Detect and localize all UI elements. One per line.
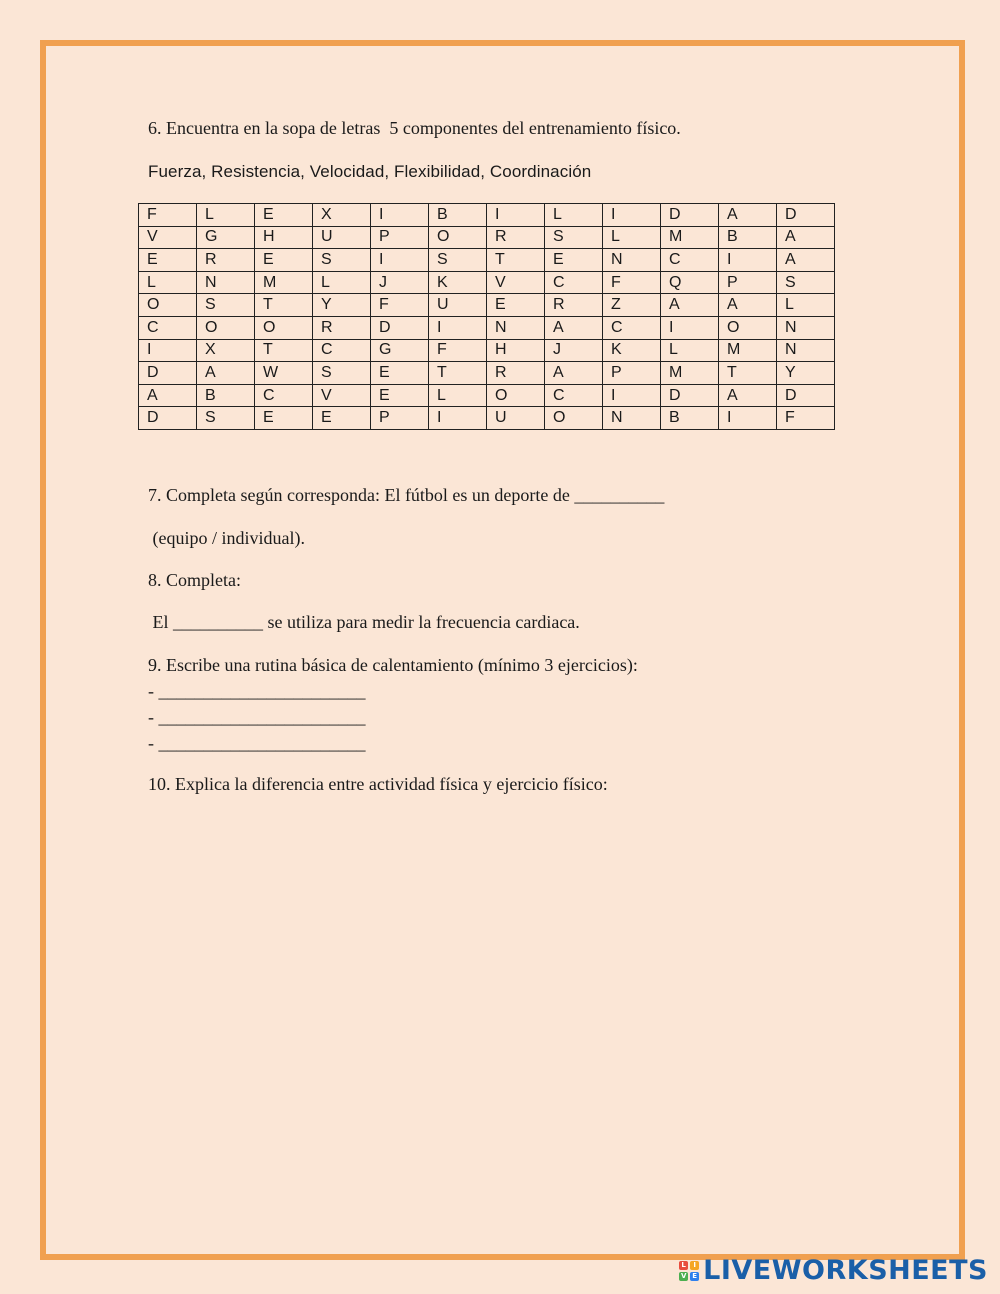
grid-cell[interactable]: T <box>487 249 545 272</box>
question-10-title: 10. Explica la diferencia entre actividad física y ejercicio físico: <box>148 774 608 794</box>
grid-cell[interactable]: I <box>487 204 545 227</box>
grid-cell[interactable]: O <box>719 316 777 339</box>
answer-blank[interactable]: - _______________________ <box>148 707 366 727</box>
grid-cell[interactable]: D <box>661 204 719 227</box>
grid-cell[interactable]: I <box>661 316 719 339</box>
grid-cell[interactable]: T <box>429 362 487 385</box>
grid-cell[interactable]: P <box>603 362 661 385</box>
grid-cell[interactable]: Y <box>313 294 371 317</box>
grid-cell[interactable]: L <box>313 271 371 294</box>
grid-cell[interactable]: I <box>603 204 661 227</box>
grid-cell[interactable]: P <box>719 271 777 294</box>
grid-cell[interactable]: A <box>545 362 603 385</box>
grid-cell[interactable]: A <box>777 249 835 272</box>
grid-cell[interactable]: L <box>661 339 719 362</box>
grid-cell[interactable]: M <box>255 271 313 294</box>
grid-cell[interactable]: A <box>197 362 255 385</box>
grid-cell[interactable]: X <box>197 339 255 362</box>
grid-row <box>139 384 835 407</box>
grid-cell[interactable]: M <box>661 226 719 249</box>
grid-cell[interactable]: Q <box>661 271 719 294</box>
grid-cell[interactable]: N <box>603 249 661 272</box>
grid-cell[interactable]: Z <box>603 294 661 317</box>
question-9-title: 9. Escribe una rutina básica de calentamiento (mínimo 3 ejercicios): <box>148 655 638 675</box>
grid-cell[interactable]: E <box>371 384 429 407</box>
grid-cell[interactable]: L <box>545 204 603 227</box>
grid-cell[interactable]: S <box>313 362 371 385</box>
grid-row <box>139 407 835 430</box>
liveworksheets-logo <box>679 1255 988 1286</box>
grid-cell[interactable]: L <box>603 226 661 249</box>
grid-cell[interactable]: D <box>371 316 429 339</box>
grid-cell[interactable]: R <box>545 294 603 317</box>
grid-cell[interactable]: O <box>429 226 487 249</box>
grid-cell[interactable]: Y <box>777 362 835 385</box>
grid-cell[interactable]: L <box>777 294 835 317</box>
grid-cell[interactable]: C <box>139 316 197 339</box>
grid-cell[interactable]: P <box>371 226 429 249</box>
grid-cell[interactable]: A <box>139 384 197 407</box>
grid-cell[interactable]: I <box>603 384 661 407</box>
question-8-text: El __________ se utiliza para medir la frecuencia cardiaca. <box>148 612 580 632</box>
grid-row <box>139 249 835 272</box>
grid-cell[interactable]: I <box>139 339 197 362</box>
question-7-text: 7. Completa según corresponda: El fútbol es un deporte de __________ <box>148 485 665 505</box>
grid-row <box>139 271 835 294</box>
grid-cell[interactable]: M <box>661 362 719 385</box>
grid-cell[interactable]: E <box>255 249 313 272</box>
grid-cell[interactable]: K <box>429 271 487 294</box>
grid-cell[interactable]: D <box>661 384 719 407</box>
grid-cell[interactable]: U <box>487 407 545 430</box>
grid-cell[interactable]: R <box>487 226 545 249</box>
grid-cell[interactable]: S <box>777 271 835 294</box>
grid-cell[interactable]: K <box>603 339 661 362</box>
grid-cell[interactable]: O <box>487 384 545 407</box>
grid-row <box>139 204 835 227</box>
grid-cell[interactable]: N <box>197 271 255 294</box>
grid-cell[interactable]: C <box>545 271 603 294</box>
grid-cell[interactable]: N <box>777 339 835 362</box>
grid-cell[interactable]: S <box>313 249 371 272</box>
grid-cell[interactable]: O <box>139 294 197 317</box>
grid-cell[interactable]: U <box>313 226 371 249</box>
grid-cell[interactable]: E <box>255 204 313 227</box>
grid-cell[interactable]: A <box>719 294 777 317</box>
grid-row <box>139 362 835 385</box>
grid-cell[interactable]: E <box>255 407 313 430</box>
grid-cell[interactable]: J <box>545 339 603 362</box>
grid-cell[interactable]: V <box>313 384 371 407</box>
grid-cell[interactable]: B <box>429 204 487 227</box>
grid-cell[interactable]: F <box>777 407 835 430</box>
grid-cell[interactable]: A <box>777 226 835 249</box>
question-6-title: 6. Encuentra en la sopa de letras 5 componentes del entrenamiento físico. <box>148 118 681 138</box>
grid-cell[interactable]: E <box>371 362 429 385</box>
grid-cell[interactable]: T <box>255 339 313 362</box>
grid-row <box>139 316 835 339</box>
grid-cell[interactable]: A <box>719 384 777 407</box>
grid-cell[interactable]: I <box>719 407 777 430</box>
grid-cell[interactable]: M <box>719 339 777 362</box>
grid-cell[interactable]: R <box>313 316 371 339</box>
grid-cell[interactable]: T <box>255 294 313 317</box>
grid-cell[interactable]: I <box>429 407 487 430</box>
grid-cell[interactable]: X <box>313 204 371 227</box>
grid-cell[interactable]: I <box>371 249 429 272</box>
grid-cell[interactable]: B <box>719 226 777 249</box>
grid-cell[interactable]: D <box>139 407 197 430</box>
grid-cell[interactable]: F <box>139 204 197 227</box>
grid-cell[interactable]: S <box>197 407 255 430</box>
grid-cell[interactable]: R <box>197 249 255 272</box>
grid-cell[interactable]: N <box>603 407 661 430</box>
grid-cell[interactable]: L <box>429 384 487 407</box>
grid-cell[interactable]: C <box>603 316 661 339</box>
grid-cell[interactable]: R <box>487 362 545 385</box>
grid-cell[interactable]: D <box>777 204 835 227</box>
grid-cell[interactable]: L <box>139 271 197 294</box>
grid-cell[interactable]: F <box>371 294 429 317</box>
grid-cell[interactable]: B <box>197 384 255 407</box>
grid-row <box>139 294 835 317</box>
grid-cell[interactable]: H <box>255 226 313 249</box>
grid-cell[interactable]: S <box>429 249 487 272</box>
grid-cell[interactable]: E <box>545 249 603 272</box>
grid-cell[interactable]: A <box>661 294 719 317</box>
grid-cell[interactable]: S <box>197 294 255 317</box>
grid-cell[interactable]: W <box>255 362 313 385</box>
grid-cell[interactable]: E <box>313 407 371 430</box>
grid-row <box>139 339 835 362</box>
grid-cell[interactable]: G <box>371 339 429 362</box>
grid-cell[interactable]: N <box>777 316 835 339</box>
grid-cell[interactable]: O <box>545 407 603 430</box>
grid-cell[interactable]: I <box>719 249 777 272</box>
grid-cell[interactable]: O <box>255 316 313 339</box>
grid-cell[interactable]: O <box>197 316 255 339</box>
grid-cell[interactable]: L <box>197 204 255 227</box>
grid-cell[interactable]: N <box>487 316 545 339</box>
grid-cell[interactable]: I <box>371 204 429 227</box>
grid-cell[interactable]: E <box>139 249 197 272</box>
logo-mark-icon: L I V E <box>679 1261 699 1281</box>
brand-name: LIVEWORKSHEETS <box>703 1255 988 1286</box>
grid-cell[interactable]: B <box>661 407 719 430</box>
grid-cell[interactable]: A <box>719 204 777 227</box>
grid-cell[interactable]: J <box>371 271 429 294</box>
grid-cell[interactable]: D <box>777 384 835 407</box>
grid-cell[interactable]: S <box>545 226 603 249</box>
grid-cell[interactable]: D <box>139 362 197 385</box>
grid-cell[interactable]: C <box>545 384 603 407</box>
grid-cell[interactable]: U <box>429 294 487 317</box>
grid-cell[interactable]: F <box>429 339 487 362</box>
answer-blank[interactable]: - _______________________ <box>148 681 366 701</box>
grid-cell[interactable]: E <box>487 294 545 317</box>
grid-cell[interactable]: F <box>603 271 661 294</box>
question-8-title: 8. Completa: <box>148 570 241 590</box>
grid-cell[interactable]: V <box>487 271 545 294</box>
grid-cell[interactable]: I <box>429 316 487 339</box>
grid-cell[interactable]: V <box>139 226 197 249</box>
word-search-grid <box>138 203 835 430</box>
grid-cell[interactable]: H <box>487 339 545 362</box>
grid-cell[interactable]: P <box>371 407 429 430</box>
grid-cell[interactable]: C <box>255 384 313 407</box>
grid-cell[interactable]: T <box>719 362 777 385</box>
answer-blank[interactable]: - _______________________ <box>148 733 366 753</box>
grid-cell[interactable]: C <box>313 339 371 362</box>
grid-cell[interactable]: A <box>545 316 603 339</box>
grid-row <box>139 226 835 249</box>
question-7-options: (equipo / individual). <box>148 528 305 548</box>
grid-cell[interactable]: G <box>197 226 255 249</box>
word-list: Fuerza, Resistencia, Velocidad, Flexibilidad, Coordinación <box>148 162 592 181</box>
grid-cell[interactable]: C <box>661 249 719 272</box>
